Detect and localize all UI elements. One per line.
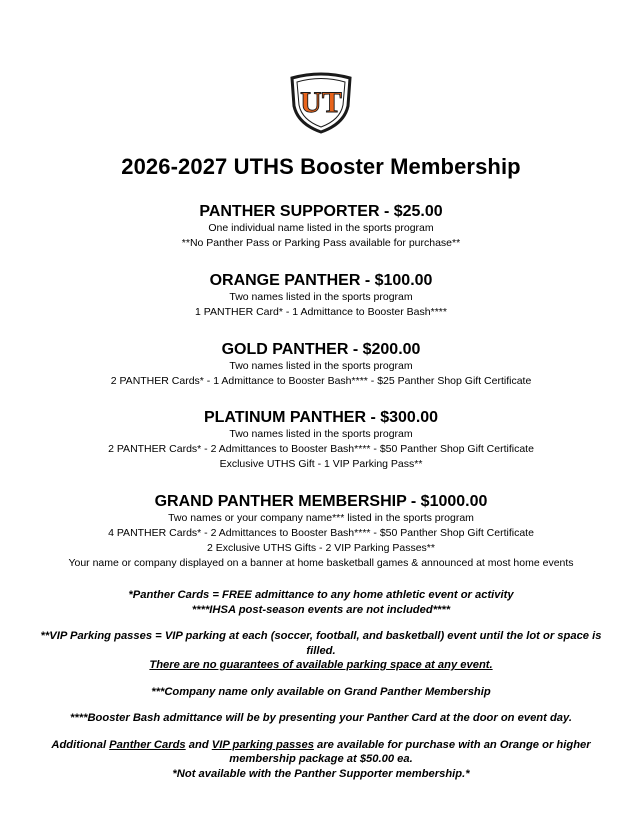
tier-line: Two names listed in the sports program [229,360,413,372]
tier-heading: ORANGE PANTHER - $100.00 [209,272,433,289]
tier-heading: GOLD PANTHER - $200.00 [221,341,421,358]
tier-grand-panther [0,492,642,571]
tier-heading: PLATINUM PANTHER - $300.00 [203,409,439,426]
tier-line: Two names listed in the sports program [229,428,413,440]
page-title: 2026-2027 UTHS Booster Membership [121,154,521,179]
panther-cards-text: Panther Cards [109,738,186,751]
tier-line: 4 PANTHER Cards* - 2 Admittances to Booster Bash**** - $50 Panther Shop Gift Certificate [108,527,534,539]
note-not-available: *Not available with the Panther Supporter membership.* [172,767,470,780]
note-additional-mid: and [185,738,212,751]
note-company-name: ***Company name only available on Grand Panther Membership [151,685,491,698]
note-panther-cards: *Panther Cards = FREE admittance to any home athletic event or activity [128,589,514,601]
vip-parking-passes-text: VIP parking passes [211,738,314,751]
tier-line: 1 PANTHER Card* - 1 Admittance to Booster Bash**** [195,306,447,318]
note-additional-prefix: Additional [51,738,110,751]
tier-heading: GRAND PANTHER MEMBERSHIP - $1000.00 [154,493,488,510]
tier-orange-panther [0,271,642,320]
tier-line: 2 Exclusive UTHS Gifts - 2 VIP Parking Passes** [207,542,435,554]
tier-line: One individual name listed in the sports program [208,222,434,234]
logo-monogram: UT [300,86,342,119]
tier-platinum-panther [0,408,642,472]
note-booster-bash: ****Booster Bash admittance will be by presenting your Panther Card at the door on event day. [70,712,572,724]
tier-panther-supporter [0,202,642,251]
tier-line: Two names listed in the sports program [229,291,413,303]
tier-line: Two names or your company name*** listed in the sports program [168,512,474,524]
note-vip-parking: **VIP Parking passes = VIP parking at each (soccer, football, and basketball) event until the lot or space is filled. [40,630,602,657]
tier-heading: PANTHER SUPPORTER - $25.00 [199,203,443,220]
note-ihsa: ****IHSA post-season events are not included**** [191,603,451,616]
note-additional-suffix: are available for purchase with an Orange or higher membership package at $50.00 ea. [229,738,591,765]
tier-line: 2 PANTHER Cards* - 2 Admittances to Booster Bash**** - $50 Panther Shop Gift Certificate [108,443,534,455]
footnotes [40,588,602,781]
note-no-guarantee: There are no guarantees of available parking space at any event. [149,659,493,671]
tier-line: **No Panther Pass or Parking Pass available for purchase** [181,237,461,249]
tier-line: 2 PANTHER Cards* - 1 Admittance to Booster Bash**** - $25 Panther Shop Gift Certificate [110,375,532,387]
uths-shield-logo [288,72,354,134]
tier-line: Your name or company displayed on a banner at home basketball games & announced at most home events [68,557,574,569]
tier-gold-panther [0,340,642,389]
note-additional [40,738,602,767]
tier-line: Exclusive UTHS Gift - 1 VIP Parking Pass** [219,458,423,470]
